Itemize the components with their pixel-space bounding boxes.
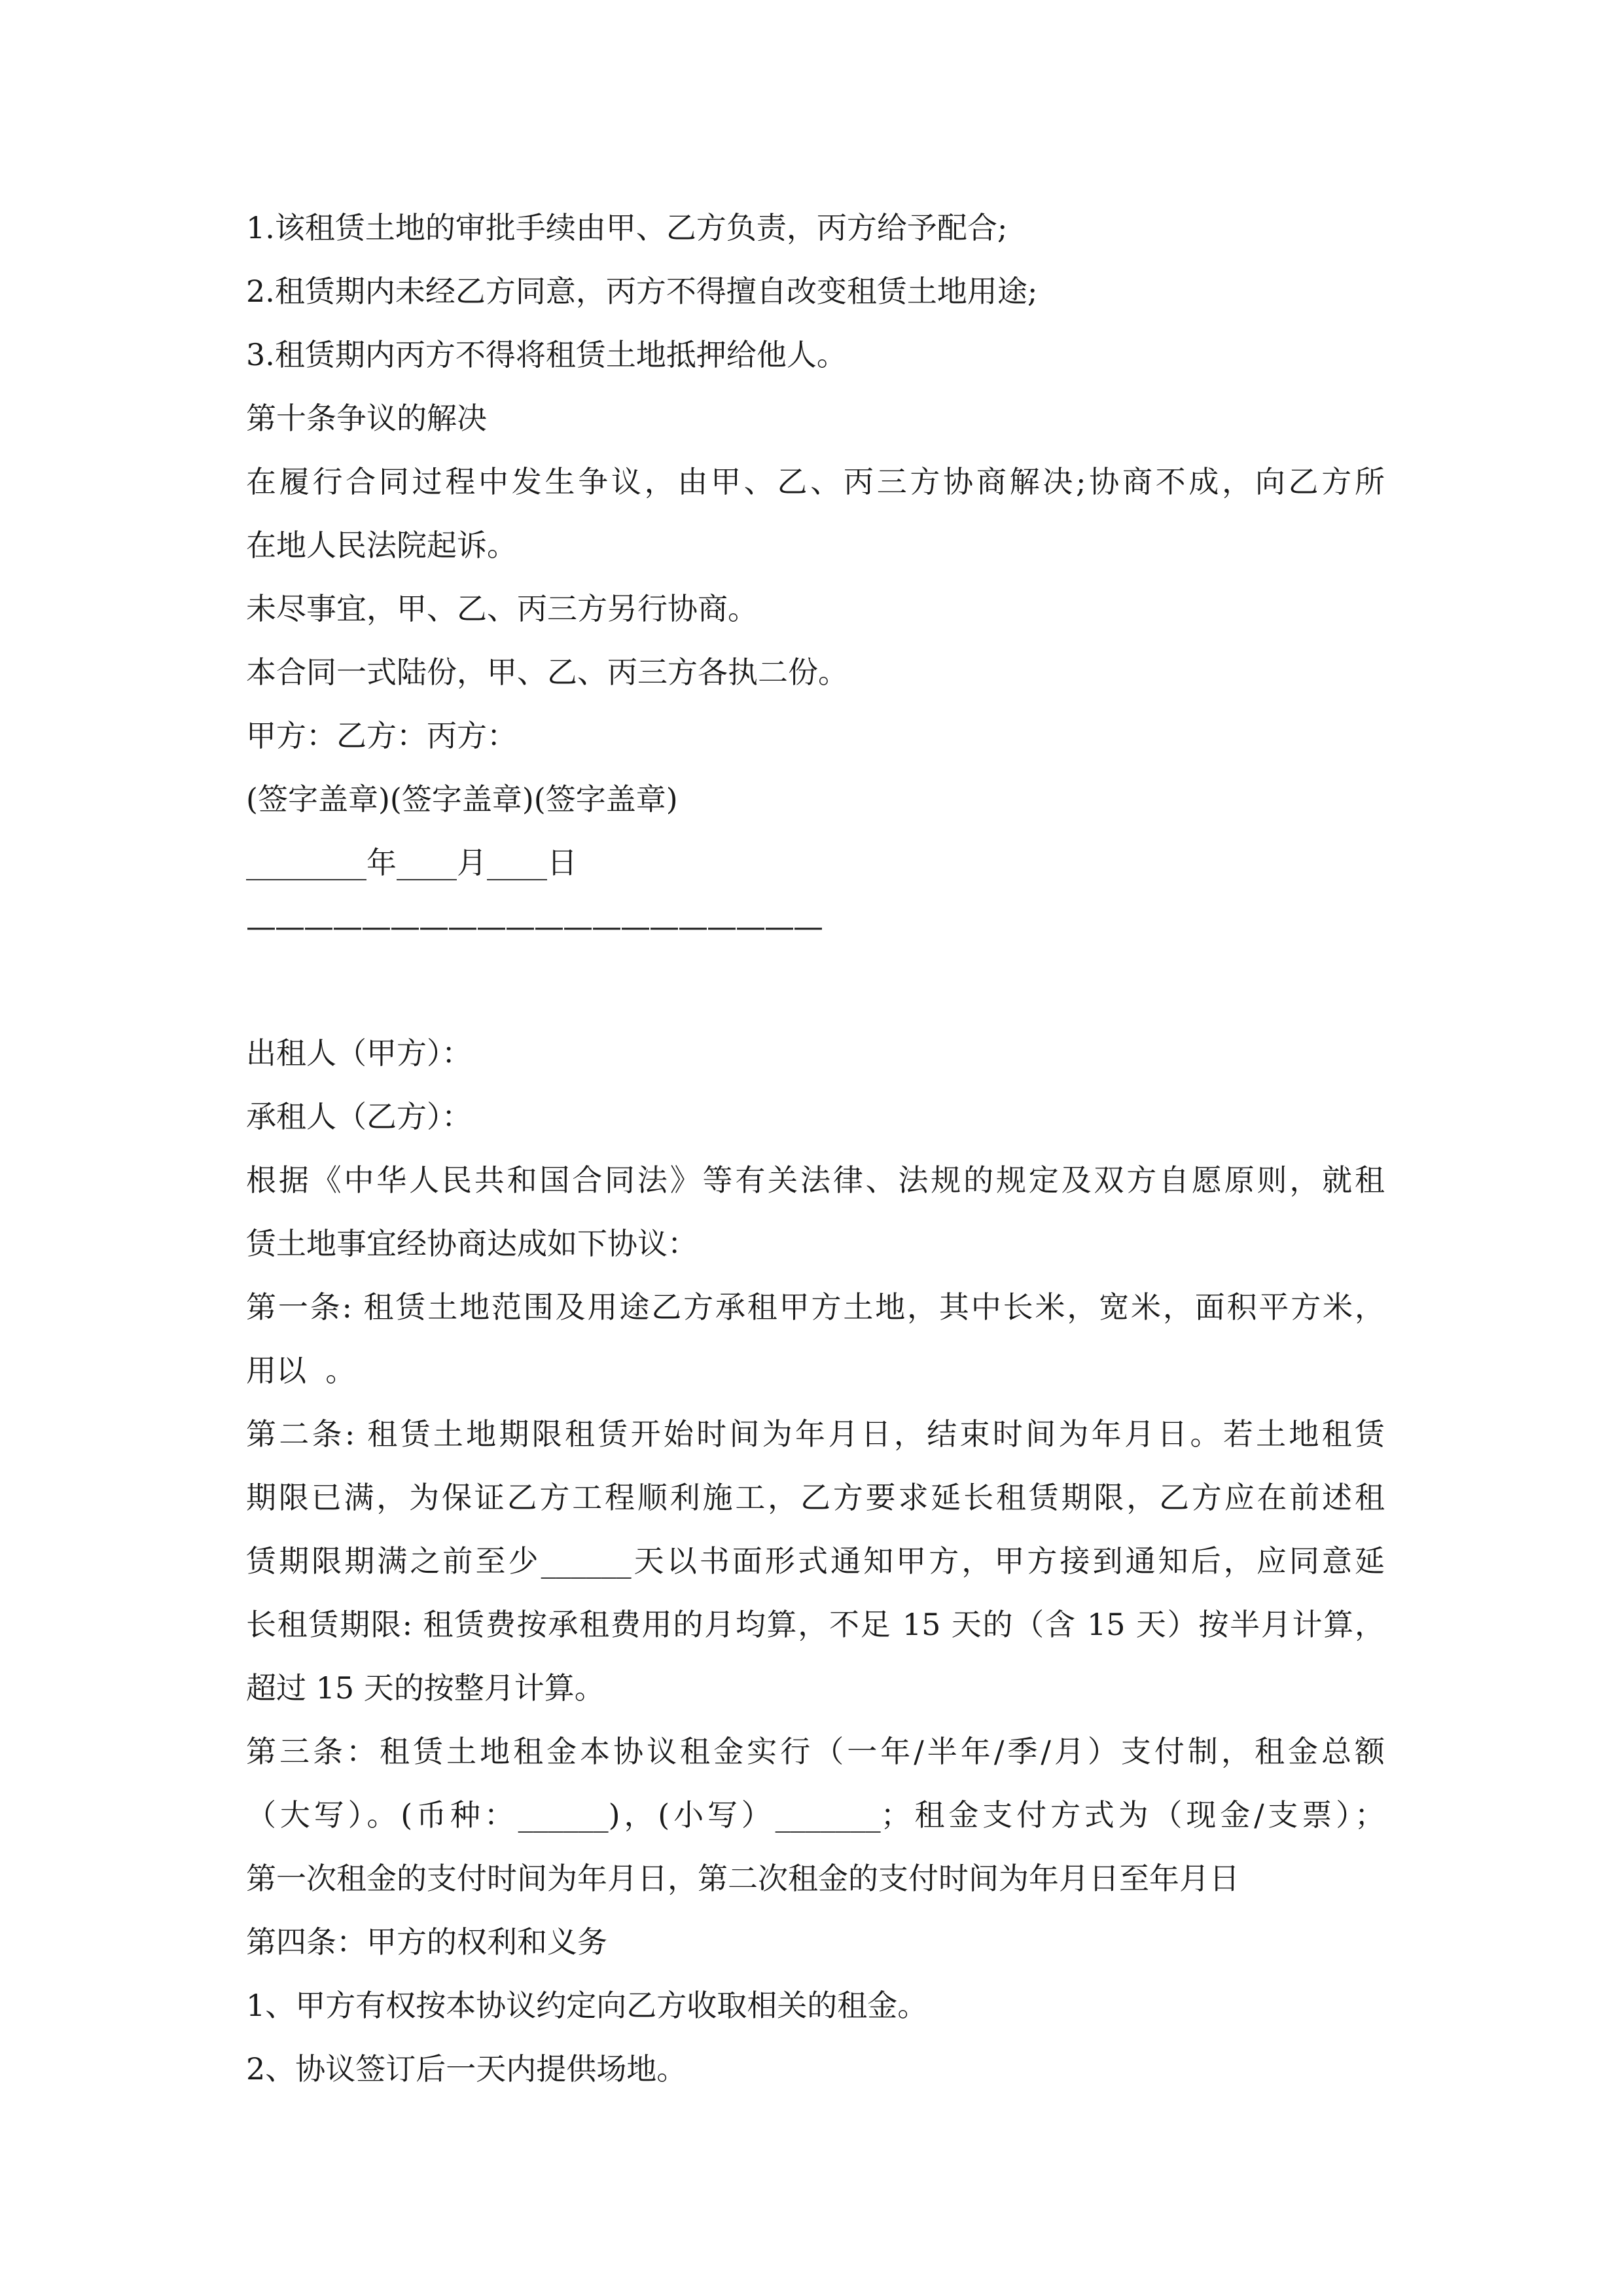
- lessor-label: 出租人（甲方）：: [246, 1035, 472, 1071]
- paragraph-line: 在地人民法院起诉。: [246, 528, 517, 563]
- article-line: 长租赁期限: 租赁费按承租费用的月均算，不足 15 天的（含 15 天）按半月计算，: [246, 1607, 1385, 1642]
- clause-line: 2、协议签订后一天内提供场地。: [246, 2051, 687, 2087]
- article-line: 赁期限期满之前至少______天以书面形式通知甲方，甲方接到通知后，应同意延: [246, 1543, 1385, 1579]
- article-line: 第二条: 租赁土地期限租赁开始时间为年月日，结束时间为年月日。若土地租赁: [246, 1416, 1385, 1452]
- clause-line: 3.租赁期内丙方不得将租赁土地抵押给他人。: [246, 337, 847, 372]
- clause-line: 1.该租赁土地的审批手续由甲、乙方负责，丙方给予配合;: [246, 210, 1008, 245]
- lessee-label: 承租人（乙方）：: [246, 1099, 472, 1134]
- article-line: 用以 。: [246, 1353, 356, 1388]
- article-line: 期限已满，为保证乙方工程顺利施工，乙方要求延长租赁期限，乙方应在前述租: [246, 1480, 1385, 1515]
- paragraph-line: 在履行合同过程中发生争议，由甲、乙、丙三方协商解决;协商不成，向乙方所: [246, 464, 1385, 499]
- clause-line: 1、甲方有权按本协议约定向乙方收取相关的租金。: [246, 1988, 928, 2023]
- paragraph-line: 赁土地事宜经协商达成如下协议：: [246, 1226, 698, 1261]
- paragraph-line: 本合同一式陆份，甲、乙、丙三方各执二份。: [246, 655, 848, 690]
- separator-rule: ————————————————————: [246, 908, 822, 944]
- article-line: 第一次租金的支付时间为年月日，第二次租金的支付时间为年月日至年月日: [246, 1861, 1240, 1896]
- date-blank-line: ________年____月____日: [246, 845, 577, 880]
- article-heading: 第四条：甲方的权利和义务: [246, 1924, 607, 1960]
- article-line: （大写）。(币种：______)，(小写）_______；租金支付方式为（现金/支票）；: [246, 1797, 1385, 1833]
- section-heading: 第十条争议的解决: [246, 401, 487, 436]
- clause-line: 2.租赁期内未经乙方同意，丙方不得擅自改变租赁土地用途;: [246, 274, 1038, 309]
- article-line: 第一条: 租赁土地范围及用途乙方承租甲方土地，其中长米，宽米，面积平方米，: [246, 1289, 1385, 1325]
- paragraph-line: 未尽事宜，甲、乙、丙三方另行协商。: [246, 591, 758, 626]
- signature-parties: 甲方：乙方：丙方：: [246, 718, 517, 753]
- paragraph-line: 根据《中华人民共和国合同法》等有关法律、法规的规定及双方自愿原则，就租: [246, 1162, 1385, 1198]
- article-line: 超过 15 天的按整月计算。: [246, 1670, 605, 1706]
- article-line: 第三条：租赁土地租金本协议租金实行（一年/半年/季/月）支付制，租金总额: [246, 1734, 1385, 1769]
- blank-line: [246, 958, 1385, 1022]
- contract-text: [246, 196, 1385, 2101]
- signature-stamps: (签字盖章)(签字盖章)(签字盖章): [246, 781, 678, 817]
